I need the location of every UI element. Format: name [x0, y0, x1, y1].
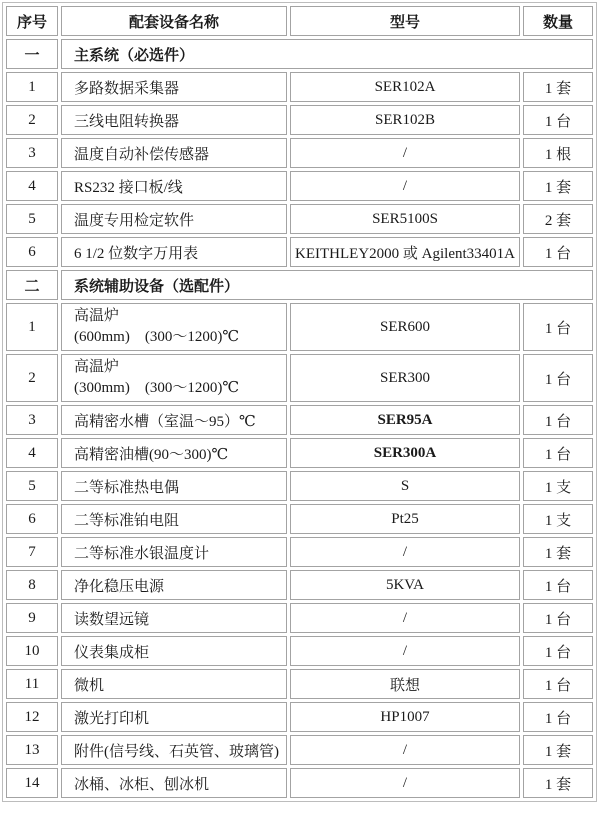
row-qty-cell: 1 台	[523, 405, 593, 435]
table-row	[6, 72, 593, 102]
table-row	[6, 537, 593, 567]
row-no-cell: 4	[6, 438, 58, 468]
row-no-cell: 5	[6, 471, 58, 501]
table-row	[6, 303, 593, 351]
row-no-cell: 10	[6, 636, 58, 666]
row-qty-cell: 1 套	[523, 72, 593, 102]
row-model-cell: SER95A	[290, 405, 520, 435]
section-index-cell: 一	[6, 39, 58, 69]
row-name-cell: 6 1/2 位数字万用表	[61, 237, 287, 267]
section-index-cell: 二	[6, 270, 58, 300]
row-no-cell: 1	[6, 303, 58, 351]
row-name-line: (600mm) (300～1200)℃	[74, 329, 240, 345]
row-qty-cell: 1 根	[523, 138, 593, 168]
row-name-cell: 读数望远镜	[61, 603, 287, 633]
row-name-cell: 高精密油槽(90～300)℃	[61, 438, 287, 468]
equipment-table	[2, 2, 597, 802]
table-row	[6, 702, 593, 732]
row-name-cell: 微机	[61, 669, 287, 699]
row-name-cell: 温度自动补偿传感器	[61, 138, 287, 168]
section-title-cell: 主系统（必选件）	[61, 39, 593, 69]
row-model-cell: /	[290, 735, 520, 765]
row-no-cell: 6	[6, 237, 58, 267]
row-model-cell: /	[290, 636, 520, 666]
row-name-cell: 仪表集成柜	[61, 636, 287, 666]
table-row	[6, 105, 593, 135]
row-no-cell: 14	[6, 768, 58, 798]
row-no-cell: 2	[6, 105, 58, 135]
table-row	[6, 405, 593, 435]
header-row	[6, 6, 593, 36]
row-model-cell: 联想	[290, 669, 520, 699]
row-name-cell: 多路数据采集器	[61, 72, 287, 102]
row-qty-cell: 1 套	[523, 537, 593, 567]
row-qty-cell: 1 台	[523, 237, 593, 267]
row-model-cell: S	[290, 471, 520, 501]
row-qty-cell: 1 支	[523, 471, 593, 501]
table-row	[6, 138, 593, 168]
row-name-cell: 冰桶、冰柜、刨冰机	[61, 768, 287, 798]
row-model-cell: /	[290, 138, 520, 168]
row-qty-cell: 1 台	[523, 354, 593, 402]
row-no-cell: 7	[6, 537, 58, 567]
row-model-cell: SER102B	[290, 105, 520, 135]
row-qty-cell: 1 台	[523, 105, 593, 135]
row-no-cell: 13	[6, 735, 58, 765]
row-name-cell: 二等标准热电偶	[61, 471, 287, 501]
row-no-cell: 4	[6, 171, 58, 201]
row-model-cell: SER600	[290, 303, 520, 351]
row-no-cell: 3	[6, 405, 58, 435]
table-row	[6, 603, 593, 633]
row-qty-cell: 1 台	[523, 303, 593, 351]
header-cell-no: 序号	[6, 6, 58, 36]
row-name-line: 高温炉	[74, 359, 120, 375]
table-row	[6, 204, 593, 234]
row-name-cell: 净化稳压电源	[61, 570, 287, 600]
row-model-cell: /	[290, 171, 520, 201]
row-no-cell: 5	[6, 204, 58, 234]
row-model-cell: SER5100S	[290, 204, 520, 234]
row-qty-cell: 1 台	[523, 702, 593, 732]
table-row	[6, 768, 593, 798]
row-qty-cell: 1 台	[523, 438, 593, 468]
row-no-cell: 6	[6, 504, 58, 534]
row-no-cell: 8	[6, 570, 58, 600]
table-row	[6, 438, 593, 468]
row-qty-cell: 1 台	[523, 669, 593, 699]
table-row	[6, 504, 593, 534]
row-model-cell: KEITHLEY2000 或 Agilent33401A	[290, 237, 520, 267]
row-model-cell: SER102A	[290, 72, 520, 102]
row-no-cell: 11	[6, 669, 58, 699]
row-name-cell: 高精密水槽（室温～95）℃	[61, 405, 287, 435]
row-name-cell: 激光打印机	[61, 702, 287, 732]
row-no-cell: 9	[6, 603, 58, 633]
row-qty-cell: 1 台	[523, 603, 593, 633]
section-title-cell: 系统辅助设备（选配件）	[61, 270, 593, 300]
row-no-cell: 12	[6, 702, 58, 732]
row-model-cell: 5KVA	[290, 570, 520, 600]
header-cell-name: 配套设备名称	[61, 6, 287, 36]
row-name-cell: RS232 接口板/线	[61, 171, 287, 201]
row-model-cell: HP1007	[290, 702, 520, 732]
row-qty-cell: 1 套	[523, 171, 593, 201]
row-no-cell: 3	[6, 138, 58, 168]
section-row	[6, 270, 593, 300]
header-cell-model: 型号	[290, 6, 520, 36]
table-row	[6, 735, 593, 765]
row-no-cell: 1	[6, 72, 58, 102]
row-qty-cell: 1 支	[523, 504, 593, 534]
row-model-cell: /	[290, 768, 520, 798]
table-row	[6, 570, 593, 600]
table-row	[6, 636, 593, 666]
row-name-cell	[61, 303, 287, 351]
row-name-cell	[61, 354, 287, 402]
table-row	[6, 237, 593, 267]
section-row	[6, 39, 593, 69]
table-row	[6, 171, 593, 201]
table-row	[6, 471, 593, 501]
row-name-cell: 附件(信号线、石英管、玻璃管)	[61, 735, 287, 765]
row-name-line: 高温炉	[74, 308, 120, 324]
row-name-cell: 二等标准水银温度计	[61, 537, 287, 567]
row-qty-cell: 2 套	[523, 204, 593, 234]
table-row	[6, 669, 593, 699]
row-name-cell: 温度专用检定软件	[61, 204, 287, 234]
row-model-cell: /	[290, 537, 520, 567]
row-name-cell: 二等标准铂电阻	[61, 504, 287, 534]
row-qty-cell: 1 台	[523, 636, 593, 666]
row-name-line: (300mm) (300～1200)℃	[74, 380, 240, 396]
row-qty-cell: 1 套	[523, 768, 593, 798]
row-name-cell: 三线电阻转换器	[61, 105, 287, 135]
table-row	[6, 354, 593, 402]
row-qty-cell: 1 套	[523, 735, 593, 765]
row-model-cell: SER300A	[290, 438, 520, 468]
header-cell-qty: 数量	[523, 6, 593, 36]
row-qty-cell: 1 台	[523, 570, 593, 600]
row-model-cell: SER300	[290, 354, 520, 402]
row-no-cell: 2	[6, 354, 58, 402]
row-model-cell: /	[290, 603, 520, 633]
row-model-cell: Pt25	[290, 504, 520, 534]
